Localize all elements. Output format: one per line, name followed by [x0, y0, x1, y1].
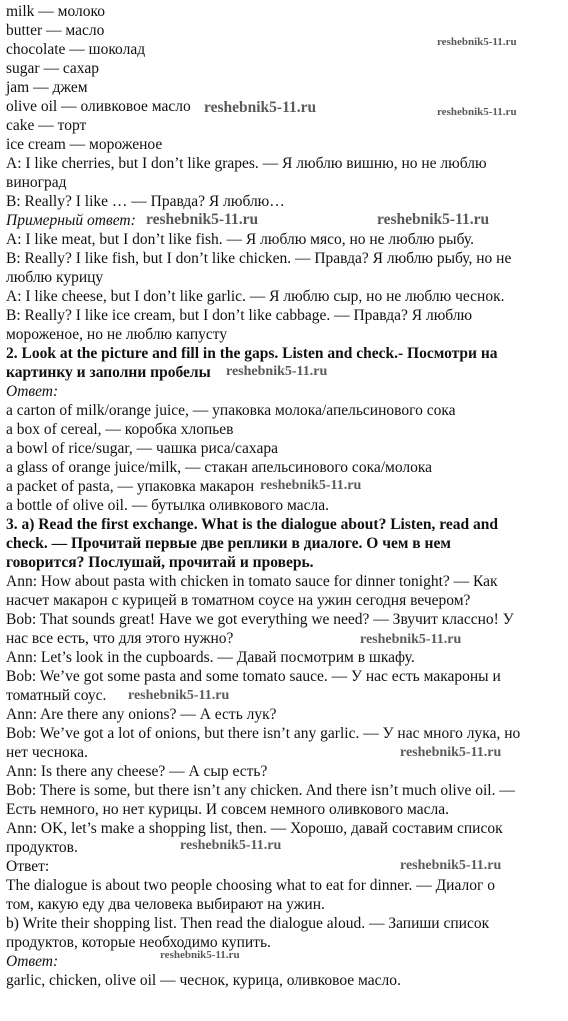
watermark: reshebnik5-11.ru: [400, 858, 502, 873]
dialogue-line: Ann: Let’s look in the cupboards. — Давай посмотрим в шкафу.: [6, 649, 415, 666]
watermark: reshebnik5-11.ru: [204, 99, 317, 116]
text-line: jam — джем: [6, 79, 88, 96]
text-line: a box of cereal, — коробка хлопьев: [6, 421, 234, 438]
text-line: butter — масло: [6, 22, 105, 39]
text-line: a carton of milk/orange juice, — упаковка молока/апельсинового сока: [6, 402, 456, 419]
watermark: reshebnik5-11.ru: [128, 688, 230, 703]
text-line: garlic, chicken, olive oil — чеснок, курица, оливковое масло.: [6, 972, 401, 989]
text-line: olive oil — оливковое масло: [6, 98, 191, 115]
dialogue-line: Bob: We’ve got some pasta and some tomato sauce. — У нас есть макароны и: [6, 668, 501, 685]
answer-label: Ответ:: [6, 858, 50, 875]
dialogue-line: продуктов.: [6, 839, 78, 856]
answer-label: Примерный ответ:: [6, 212, 136, 229]
text-line: cake — торт: [6, 117, 87, 134]
watermark: reshebnik5-11.ru: [226, 364, 328, 379]
text-line: a bowl of rice/sugar, — чашка риса/сахара: [6, 440, 278, 457]
text-line: chocolate — шоколад: [6, 41, 146, 58]
text-line: B: Really? I like … — Правда? Я люблю…: [6, 193, 285, 210]
watermark: reshebnik5-11.ru: [377, 211, 490, 228]
watermark: reshebnik5-11.ru: [400, 745, 502, 760]
text-line: том, какую еду два человека выбирают на ужин.: [6, 896, 325, 913]
watermark: reshebnik5-11.ru: [160, 949, 240, 961]
text-line: B: Really? I like ice cream, but I don’t like cabbage. — Правда? Я люблю: [6, 307, 473, 324]
answer-label: Ответ:: [6, 383, 59, 400]
answer-label: Ответ:: [6, 953, 59, 970]
text-line: виноград: [6, 174, 67, 191]
dialogue-line: Bob: We’ve got a lot of onions, but there isn’t any garlic. — У нас много лука, но: [6, 725, 521, 742]
text-line: A: I like cherries, but I don’t like grapes. — Я люблю вишню, но не люблю: [6, 155, 487, 172]
watermark: reshebnik5-11.ru: [260, 478, 362, 493]
dialogue-line: Есть немного, но нет курицы. И совсем немного оливкового масла.: [6, 801, 449, 818]
text-line: A: I like cheese, but I don’t like garlic. — Я люблю сыр, но не люблю чеснок.: [6, 288, 505, 305]
watermark: reshebnik5-11.ru: [180, 838, 282, 853]
dialogue-line: насчет макарон с курицей в томатном соусе на ужин сегодня вечером?: [6, 592, 471, 609]
text-line: a glass of orange juice/milk, — стакан апельсинового сока/молока: [6, 459, 433, 476]
text-line: a bottle of olive oil. — бутылка оливкового масла.: [6, 497, 329, 514]
exercise-heading: картинку и заполни пробелы: [6, 364, 211, 381]
exercise-heading: check. — Прочитай первые две реплики в диалоге. О чем в нем: [6, 535, 451, 552]
dialogue-line: Ann: OK, let’s make a shopping list, then. — Хорошо, давай составим список: [6, 820, 503, 837]
dialogue-line: Ann: How about pasta with chicken in tomato sauce for dinner tonight? — Как: [6, 573, 498, 590]
dialogue-line: томатный соус.: [6, 687, 107, 704]
text-line: milk — молоко: [6, 3, 106, 20]
text-line: мороженое, но не люблю капусту: [6, 326, 228, 343]
dialogue-line: Ann: Is there any cheese? — А сыр есть?: [6, 763, 268, 780]
text-line: b) Write their shopping list. Then read the dialogue aloud. — Запиши список: [6, 915, 490, 932]
watermark: reshebnik5-11.ru: [360, 632, 462, 647]
text-line: люблю курицу: [6, 269, 104, 286]
text-line: ice cream — мороженое: [6, 136, 163, 153]
dialogue-line: Bob: There is some, but there isn’t any chicken. And there isn’t much olive oil. —: [6, 782, 515, 799]
dialogue-line: Ann: Are there any onions? — А есть лук?: [6, 706, 277, 723]
watermark: reshebnik5-11.ru: [437, 36, 517, 48]
text-line: The dialogue is about two people choosing what to eat for dinner. — Диалог о: [6, 877, 495, 894]
dialogue-line: Bob: That sounds great! Have we got everything we need? — Звучит классно! У: [6, 611, 514, 628]
dialogue-line: нет чеснока.: [6, 744, 88, 761]
text-line: продуктов, которые необходимо купить.: [6, 934, 271, 951]
exercise-heading: 2. Look at the picture and fill in the gaps. Listen and check.- Посмотри на: [6, 345, 498, 362]
text-line: sugar — сахар: [6, 60, 99, 77]
text-line: a packet of pasta, — упаковка макарон: [6, 478, 255, 495]
exercise-heading: 3. a) Read the first exchange. What is the dialogue about? Listen, read and: [6, 516, 499, 533]
watermark: reshebnik5-11.ru: [146, 211, 259, 228]
watermark: reshebnik5-11.ru: [437, 106, 517, 118]
text-line: B: Really? I like fish, but I don’t like chicken. — Правда? Я люблю рыбу, но не: [6, 250, 512, 267]
exercise-heading: говорится? Послушай, прочитай и проверь.: [6, 554, 314, 571]
text-line: A: I like meat, but I don’t like fish. — Я люблю мясо, но не люблю рыбу.: [6, 231, 474, 248]
dialogue-line: нас все есть, что для этого нужно?: [6, 630, 234, 647]
